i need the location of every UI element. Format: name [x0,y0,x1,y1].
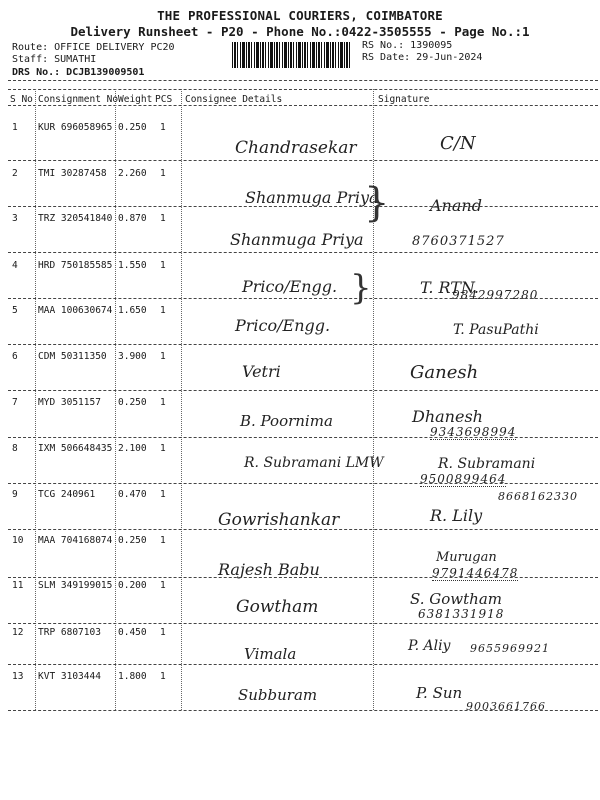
row-consignment: KUR 696058965 [38,122,113,133]
header-divider [8,89,598,90]
phone-handwriting: 9343698994 [430,425,517,439]
row-consignment: TCG 240961 [38,489,96,500]
brace-mark: } [350,268,372,308]
phone-handwriting: 9791446478 [432,566,519,580]
row-pcs: 1 [160,122,166,133]
column-header-signature: Signature [378,94,430,105]
consignee-handwriting: B. Poornima [240,412,333,430]
consignee-handwriting: Rajesh Babu [218,560,320,579]
row-weight: 2.260 [118,168,147,179]
phone-handwriting: 9003661766 [466,700,546,713]
row-sno: 13 [12,671,24,682]
row-weight: 0.870 [118,213,147,224]
row-divider [8,623,598,624]
consignee-handwriting: Shanmuga Priya [230,230,364,249]
phone-handwriting: 9842997280 [452,288,539,302]
row-divider [8,206,598,207]
signature-handwriting: P. Aliy [408,638,451,654]
signature-handwriting: R. Subramani [438,456,536,472]
row-weight: 2.100 [118,443,147,454]
signature-handwriting: R. Lily [430,506,483,525]
column-header-consignment: Consignment No [38,94,119,105]
row-weight: 1.800 [118,671,147,682]
row-sno: 8 [12,443,18,454]
row-pcs: 1 [160,580,166,591]
row-weight: 0.250 [118,397,147,408]
row-consignment: TMI 30287458 [38,168,107,179]
column-header-divider [8,105,598,106]
row-divider [8,437,598,438]
consignee-handwriting: Prico/Engg. [235,316,331,335]
row-divider [8,252,598,253]
route-label: Route: OFFICE DELIVERY PC20 [12,42,175,53]
header-divider [8,80,598,81]
row-weight: 1.650 [118,305,147,316]
column-header-sno: S No [10,94,33,105]
drs-number: DRS No.: DCJB139009501 [12,67,145,78]
row-consignment: HRD 750185585 [38,260,113,271]
row-sno: 4 [12,260,18,271]
row-sno: 1 [12,122,18,133]
runsheet-subtitle: Delivery Runsheet - P20 - Phone No.:0422-3505555 - Page No.:1 [70,24,530,39]
signature-handwriting: T. RTN. [420,278,479,297]
row-pcs: 1 [160,397,166,408]
column-separator [115,89,116,710]
column-header-consignee: Consignee Details [185,94,283,105]
row-pcs: 1 [160,627,166,638]
phone-handwriting: 9500899464 [420,472,507,486]
row-sno: 7 [12,397,18,408]
row-weight: 0.250 [118,122,147,133]
consignee-handwriting: Chandrasekar [235,138,357,158]
row-consignment: TRZ 320541840 [38,213,113,224]
row-weight: 0.250 [118,535,147,546]
brace-mark: } [364,180,390,226]
signature-handwriting: Murugan [436,550,497,565]
row-divider [8,529,598,530]
row-consignment: TRP 6807103 [38,627,101,638]
row-pcs: 1 [160,260,166,271]
row-consignment: SLM 349199015 [38,580,113,591]
rs-number: RS No.: 1390095 [362,40,453,51]
consignee-handwriting: Vetri [242,362,281,381]
signature-handwriting: P. Sun [416,684,463,702]
consignee-handwriting: Vimala [244,645,297,663]
row-divider [8,344,598,345]
row-consignment: MAA 704168074 [38,535,113,546]
row-consignment: IXM 506648435 [38,443,113,454]
phone-handwriting: 8760371527 [412,234,505,249]
row-sno: 2 [12,168,18,179]
phone-handwriting: 8668162330 [498,490,578,503]
row-sno: 3 [12,213,18,224]
consignee-handwriting: Shanmuga Priya [245,188,379,207]
signature-handwriting: Anand [430,196,482,215]
consignee-handwriting: R. Subramani LMW [244,455,384,471]
column-separator [181,89,182,710]
row-consignment: CDM 50311350 [38,351,107,362]
row-divider [8,577,598,578]
row-sno: 11 [12,580,24,591]
company-title: THE PROFESSIONAL COURIERS, COIMBATORE [157,8,443,23]
row-pcs: 1 [160,489,166,500]
row-sno: 6 [12,351,18,362]
consignee-handwriting: Subburam [238,686,318,704]
row-divider [8,483,598,484]
row-pcs: 1 [160,213,166,224]
phone-handwriting: 6381331918 [418,607,505,621]
row-sno: 9 [12,489,18,500]
row-pcs: 1 [160,443,166,454]
row-weight: 0.200 [118,580,147,591]
row-pcs: 1 [160,671,166,682]
row-divider [8,664,598,665]
column-separator [35,89,36,710]
row-divider [8,710,598,711]
rs-date: RS Date: 29-Jun-2024 [362,52,483,63]
row-weight: 3.900 [118,351,147,362]
column-header-pcs: PCS [155,94,173,105]
signature-handwriting: Ganesh [410,362,479,383]
signature-handwriting: T. PasuPathi [453,322,539,338]
row-weight: 1.550 [118,260,147,271]
row-divider [8,390,598,391]
signature-handwriting: S. Gowtham [410,590,502,608]
row-divider [8,298,598,299]
consignee-handwriting: Gowtham [236,597,319,617]
phone-handwriting: 9655969921 [470,642,550,655]
staff-label: Staff: SUMATHI [12,54,97,65]
signature-handwriting: Dhanesh [412,407,483,426]
row-sno: 5 [12,305,18,316]
row-divider [8,160,598,161]
consignee-handwriting: Prico/Engg. [242,277,338,296]
signature-handwriting: C/N [440,133,476,154]
consignee-handwriting: Gowrishankar [218,510,340,530]
row-weight: 0.470 [118,489,147,500]
row-consignment: KVT 3103444 [38,671,101,682]
barcode-image [232,42,352,68]
column-header-weight: Weight [118,94,153,105]
row-sno: 10 [12,535,24,546]
row-pcs: 1 [160,351,166,362]
row-pcs: 1 [160,535,166,546]
row-weight: 0.450 [118,627,147,638]
row-consignment: MYD 3051157 [38,397,101,408]
row-consignment: MAA 100630674 [38,305,113,316]
row-sno: 12 [12,627,24,638]
row-pcs: 1 [160,305,166,316]
row-pcs: 1 [160,168,166,179]
